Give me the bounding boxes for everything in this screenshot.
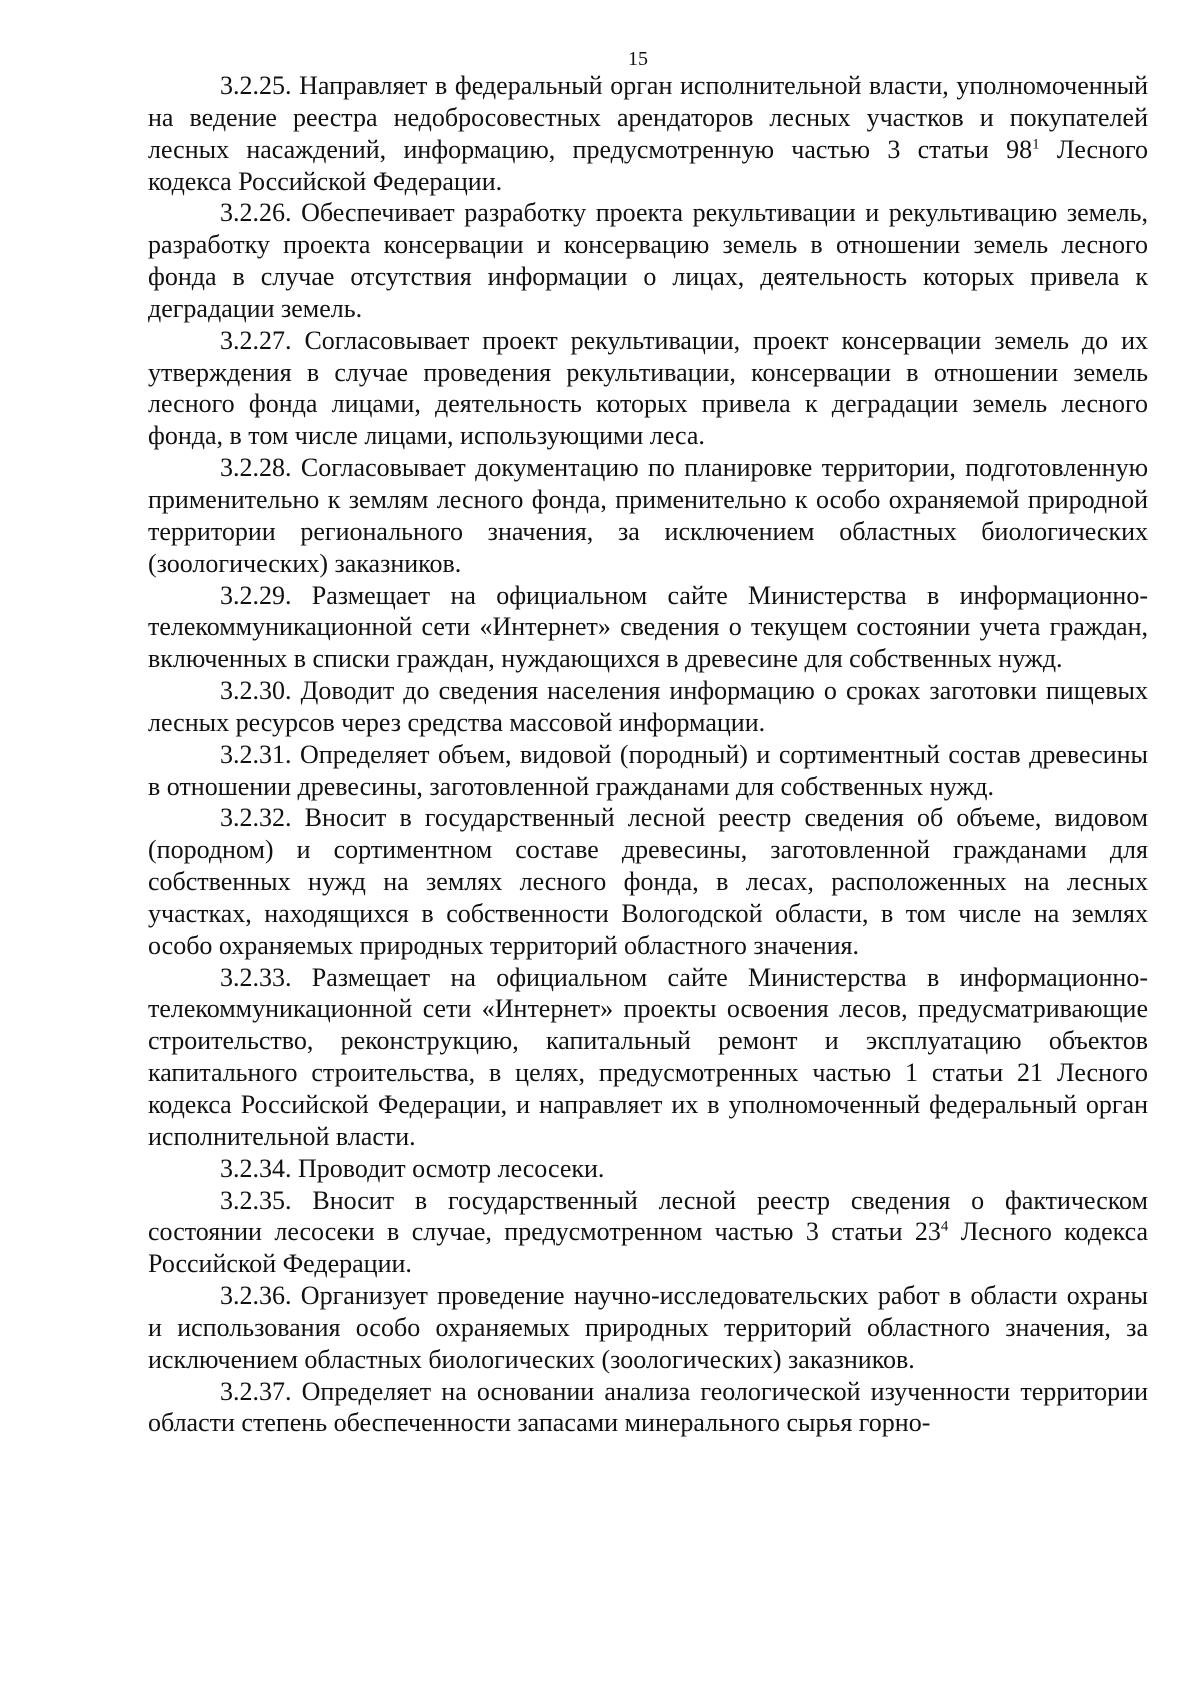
clause-text: Организует проведение научно-исследовательских работ в области охраны и использования особо охраняемых природных территорий областного значения, за исключением областных биологических (зоологических) заказников. [148, 1281, 1149, 1374]
clause-text-continued: Лесного кодекса Российской Федерации. [148, 134, 1148, 196]
clause-text: Определяет на основании анализа геологической изученности территории области степень обеспеченности запасами минерального сырья горно- [148, 1376, 1149, 1438]
paragraph-3-2-26 [148, 197, 1148, 324]
paragraph-3-2-32 [148, 802, 1148, 961]
paragraph-3-2-25 [148, 70, 1148, 197]
clause-number: 3.2.35. [220, 1185, 292, 1215]
superscript: 1 [1032, 136, 1040, 153]
clause-text: Размещает на официальном сайте Министерства в информационно-телекоммуникационной сети «Интернет» проекты освоения лесов, предусматривающие строительство, реконструкцию, капитальный ремонт и эксплуатацию объектов капитального строительства, в целях, предусмотренных частью 1 статьи 21 Лесного кодекса Российской Федерации, и направляет их в уполномоченный федеральный орган исполнительной власти. [148, 962, 1148, 1151]
clause-number: 3.2.31. [220, 739, 292, 769]
paragraph-3-2-35 [148, 1185, 1148, 1281]
clause-text: Вносит в государственный лесной реестр сведения об объеме, видовом (породном) и сортиментном составе древесины, заготовленной гражданами для собственных нужд на землях лесного фонда, в лесах, расположенных на лесных участках, находящихся в собственности Вологодской области, в том числе на землях особо охраняемых природных территорий областного значения. [148, 803, 1148, 960]
clause-number: 3.2.26. [220, 198, 292, 228]
clause-text: Согласовывает документацию по планировке территории, подготовленную применительно к землям лесного фонда, применительно к особо охраняемой природной территории регионального значения, за исключением областных биологических (зоологических) заказников. [148, 453, 1149, 578]
page-number: 15 [628, 48, 648, 70]
paragraph-3-2-27 [148, 325, 1148, 452]
clause-text: Обеспечивает разработку проекта рекультивации и рекультивацию земель, разработку проекта консервации и консервацию земель в отношении земель лесного фонда в случае отсутствия информации о лицах, деятельность которых привела к деградации земель. [148, 198, 1148, 323]
clause-text: Проводит осмотр лесосеки. [298, 1153, 605, 1183]
document-body [148, 70, 1148, 1439]
paragraph-3-2-29 [148, 580, 1148, 676]
paragraph-3-2-33 [148, 962, 1148, 1153]
clause-number: 3.2.33. [220, 962, 292, 992]
clause-number: 3.2.36. [220, 1281, 292, 1311]
clause-number: 3.2.29. [220, 580, 292, 610]
clause-number: 3.2.28. [220, 453, 292, 483]
paragraph-3-2-34 [148, 1153, 1148, 1185]
paragraph-3-2-31 [148, 739, 1148, 803]
clause-text: Вносит в государственный лесной реестр сведения о фактическом состоянии лесосеки в случае, предусмотренном частью 3 статьи 23 [148, 1185, 1149, 1247]
clause-number: 3.2.32. [220, 803, 292, 833]
clause-number: 3.2.25. [220, 71, 292, 100]
paragraph-3-2-30 [148, 675, 1148, 739]
paragraph-3-2-37 [148, 1376, 1148, 1440]
clause-text: Доводит до сведения населения информацию о сроках заготовки пищевых лесных ресурсов через средства массовой информации. [148, 676, 1148, 737]
paragraph-3-2-28 [148, 452, 1148, 579]
superscript: 4 [940, 1218, 949, 1235]
clause-text-continued: Лесного кодекса Российской Федерации. [148, 1217, 1148, 1279]
paragraph-3-2-36 [148, 1280, 1148, 1376]
clause-text: Согласовывает проект рекультивации, проект консервации земель до их утверждения в случае проведения рекультивации, консервации в отношении земель лесного фонда лицами, деятельность которых привела к деградации земель лесного фонда, в том числе лицами, использующими леса. [148, 325, 1149, 451]
clause-text: Направляет в федеральный орган исполнительной власти, уполномоченный на ведение реестра недобросовестных арендаторов лесных участков и покупателей лесных насаждений, информацию, предусмотренную частью 3 статьи 98 [148, 71, 1149, 164]
clause-text: Определяет объем, видовой (породный) и сортиментный состав древесины в отношении древесины, заготовленной гражданами для собственных нужд. [148, 739, 1149, 801]
clause-number: 3.2.34. [220, 1153, 292, 1183]
clause-number: 3.2.30. [220, 676, 292, 706]
clause-number: 3.2.37. [220, 1376, 292, 1406]
clause-number: 3.2.27. [220, 325, 292, 355]
clause-text: Размещает на официальном сайте Министерства в информационно-телекоммуникационной сети «Интернет» сведения о текущем состоянии учета граждан, включенных в списки граждан, нуждающихся в древесине для собственных нужд. [148, 580, 1148, 674]
